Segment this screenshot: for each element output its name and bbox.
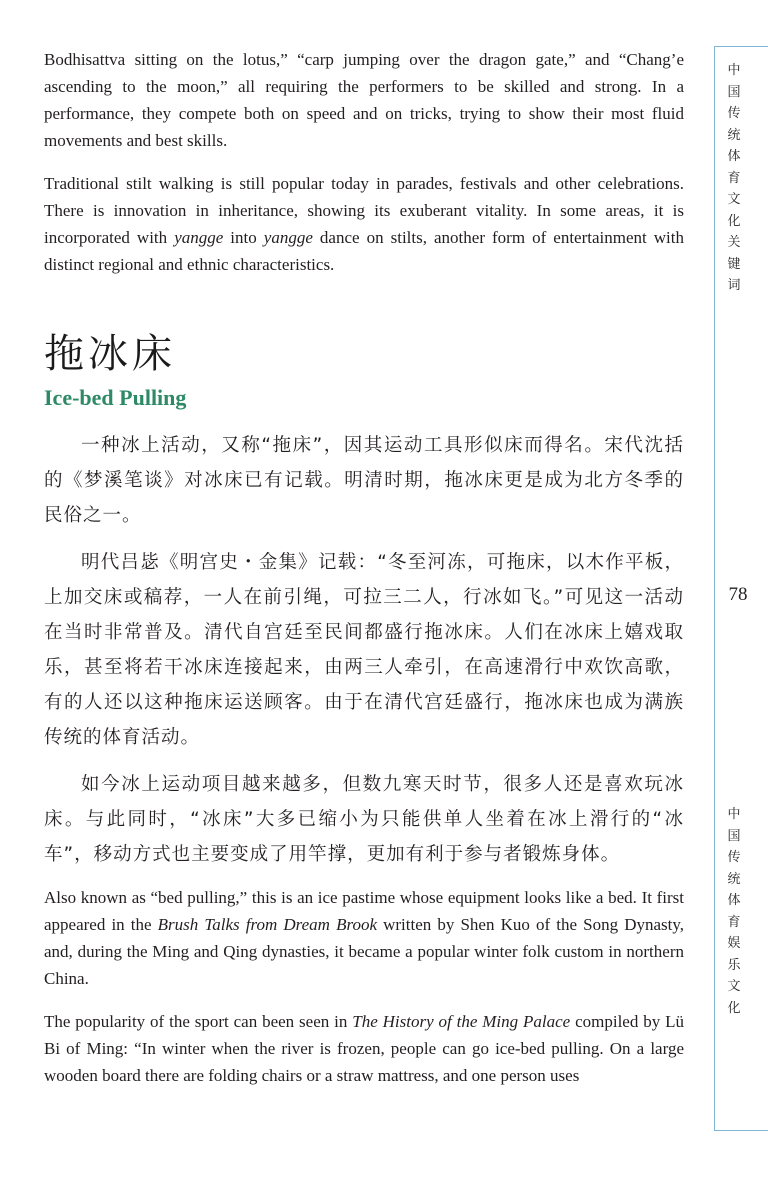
- divider: [715, 46, 768, 47]
- vertical-char: 关: [727, 235, 741, 250]
- book-title: Brush Talks from Dream Brook: [157, 915, 377, 934]
- text-run: Also known as “bed pulling,” this is an ice pastime whose equipment looks like a bed. It first appeared in the: [44, 888, 684, 934]
- text-run: compiled by Lü Bi of Ming: “In winter when the river is frozen, people can go ice-bed pulling. On a large wooden board there are folding chairs or a straw mattress, and one person uses: [44, 1012, 684, 1085]
- vertical-char: 娱: [727, 936, 741, 951]
- book-title: The History of the Ming Palace: [352, 1012, 571, 1031]
- vertical-char: 国: [727, 828, 741, 844]
- page-content: [44, 46, 684, 1105]
- vertical-char: 传: [727, 106, 741, 121]
- text-run: written by Shen Kuo of the Song Dynasty, and, during the Ming and Qing dynasties, it became a popular winter folk custom in northern China.: [44, 915, 684, 988]
- vertical-char: 育: [727, 170, 741, 186]
- english-paragraph-1: [44, 884, 684, 992]
- vertical-char: 国: [727, 84, 741, 100]
- vertical-char: 体: [727, 149, 741, 164]
- vertical-char: 文: [727, 192, 741, 207]
- vertical-char: 中: [727, 63, 741, 78]
- chinese-paragraph-1: 一种冰上活动，又称“拖床”，因其运动工具形似床而得名。宋代沈括的《梦溪笔谈》对冰床已有记载。明清时期，拖冰床更是成为北方冬季的民俗之一。: [44, 435, 684, 526]
- side-margin: [714, 46, 768, 1131]
- term-yangge: yangge: [174, 228, 224, 247]
- vertical-char: 乐: [727, 957, 741, 973]
- vertical-char: 传: [727, 850, 741, 865]
- english-paragraph-2: [44, 1008, 684, 1089]
- chinese-paragraph-2: 明代吕毖《明宫史・金集》记载：“冬至河冻，可拖床，以木作平板，上加交床或稿荐，一人在前引绳，可拉三二人，行冰如飞。”可见这一活动在当时非常普及。清代自宫廷至民间都盛行拖冰床。人们在冰床上嬉戏取乐，甚至将若干冰床连接起来，由两三人牵引，在高速滑行中欢饮高歌，有的人还以这种拖床运送顾客。由于在清代宫廷盛行，拖冰床也成为满族传统的体育活动。: [44, 552, 684, 748]
- vertical-char: 中: [727, 807, 741, 822]
- vertical-char: 文: [727, 979, 741, 994]
- vertical-char: 体: [727, 893, 741, 908]
- vertical-char: 词: [727, 278, 741, 293]
- paragraph-stilt-performance: Bodhisattva sitting on the lotus,” “carp jumping over the dragon gate,” and “Chang’e ascending to the moon,” all requiring the performers to be skilled and strong. In a performance, they compete both on speed and on tricks, trying to show their most fluid movements and best skills.: [44, 50, 684, 150]
- divider: [715, 1130, 768, 1131]
- vertical-char: 化: [727, 213, 741, 229]
- section-title-english: Ice-bed Pulling: [44, 385, 187, 410]
- text-run: into: [223, 228, 264, 247]
- vertical-char: 化: [727, 1000, 741, 1016]
- text-run: The popularity of the sport can been seen in: [44, 1012, 353, 1031]
- section-title-chinese: 拖冰床: [44, 331, 176, 377]
- vertical-char: 统: [727, 871, 741, 887]
- vertical-char: 育: [727, 914, 741, 930]
- vertical-char: 统: [727, 127, 741, 143]
- page-number: 78: [728, 584, 748, 605]
- paragraph-stilt-today: [44, 170, 684, 278]
- text-run: dance on stilts, another form of entertainment with distinct regional and ethnic characteristics.: [44, 228, 684, 274]
- term-yangge: yangge: [263, 228, 313, 247]
- book-series-title: [715, 60, 753, 297]
- vertical-char: 键: [727, 256, 741, 272]
- book-volume-title: [715, 804, 753, 1019]
- chinese-paragraph-3: 如今冰上运动项目越来越多，但数九寒天时节，很多人还是喜欢玩冰床。与此同时，“冰床”大多已缩小为只能供单人坐着在冰上滑行的“冰车”，移动方式也主要变成了用竿撑，更加有利于参与者锻炼身体。: [44, 774, 684, 865]
- text-run: Traditional stilt walking is still popular today in parades, festivals and other celebrations. There is innovation in inheritance, showing its exuberant vitality. In some areas, it is incorporated with: [44, 174, 684, 247]
